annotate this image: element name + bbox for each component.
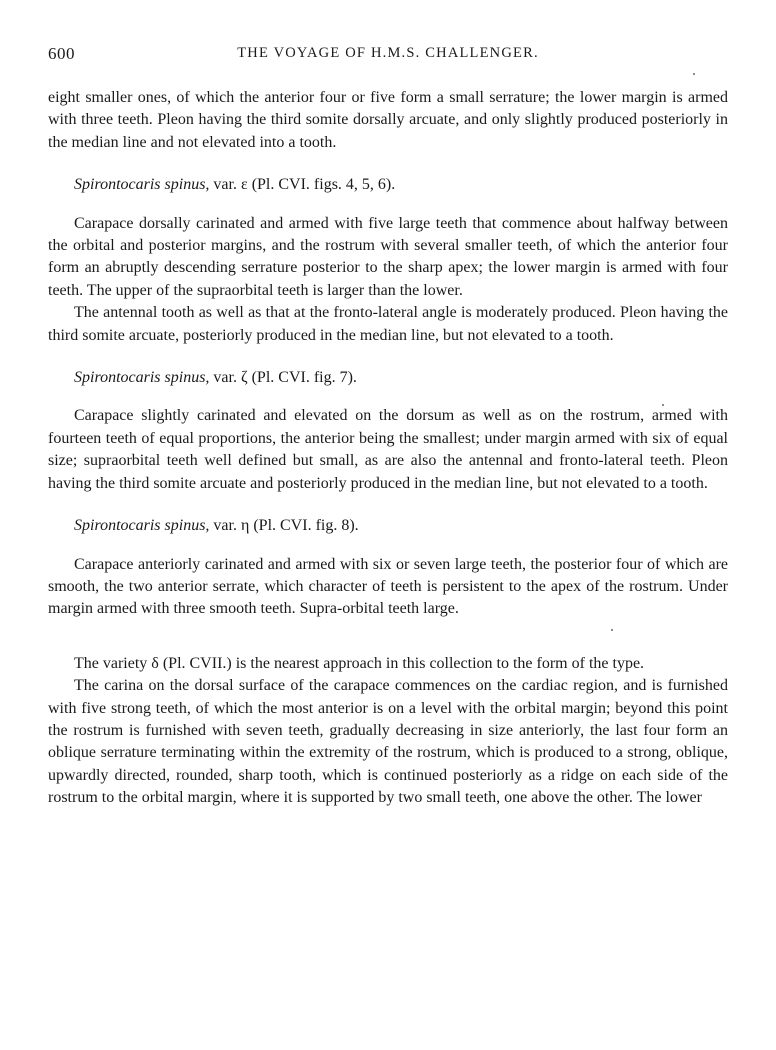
section-spacer <box>48 621 728 653</box>
intro-paragraph: eight smaller ones, of which the anterior four or five form a small serrature; the lower margin is armed with three teeth. Pleon having the third somite dorsally arcuate, and only slightly produced posteriorly in the median line and not elevated into a tooth. <box>48 89 728 151</box>
section-heading-var-epsilon <box>48 174 728 196</box>
running-head <box>48 44 728 68</box>
variety-label: var. ε (Pl. CVI. figs. 4, 5, 6). <box>213 176 396 194</box>
var-eta-paragraph-1: Carapace anteriorly carinated and armed with six or seven large teeth, the posterior four of which are smooth, the two anterior serrate, which character of teeth is persistent to the apex of the rostrum. Under margin armed with three smooth teeth. Supra-orbital teeth large. <box>48 555 728 618</box>
heading-spacer <box>48 389 728 405</box>
section-spacer <box>48 495 728 515</box>
section-spacer <box>48 347 728 367</box>
section-spacer <box>48 154 728 174</box>
var-zeta-paragraph-1: Carapace slightly carinated and elevated on the dorsum as well as on the rostrum, armed with fourteen teeth of equal proportions, the anterior being the smallest; under margin armed with six of equal size; supraorbital teeth well defined but small, as are also the antennal and fronto-lateral teeth. Pleon having the third somite arcuate and posteriorly produced in the median line, but not elevated to a tooth. <box>48 407 728 492</box>
variety-delta-paragraph-1: The variety δ (Pl. CVII.) is the nearest approach in this collection to the form of the type. <box>74 654 645 672</box>
variety-label: var. ζ (Pl. CVI. fig. 7). <box>213 369 357 387</box>
body-text <box>48 87 728 810</box>
heading-spacer <box>48 538 728 554</box>
heading-spacer <box>48 197 728 213</box>
var-epsilon-paragraph-1: Carapace dorsally carinated and armed with five large teeth that commence about halfway between the orbital and posterior margins, and the rostrum with several smaller teeth, of which the anterior four form an abruptly descending serrature posterior to the sharp apex; the lower margin is armed with four teeth. The upper of the supraorbital teeth is larger than the lower. <box>48 214 728 299</box>
scan-speck <box>693 73 695 75</box>
species-name: Spirontocaris spinus, <box>74 517 210 535</box>
species-name: Spirontocaris spinus, <box>74 176 210 194</box>
species-name: Spirontocaris spinus, <box>74 369 210 387</box>
var-epsilon-paragraph-2: The antennal tooth as well as that at the fronto-lateral angle is moderately produced. Pleon having the third somite arcuate, posteriorly produced in the median line, but not elevated to a tooth. <box>48 304 728 344</box>
scan-speck <box>611 629 613 631</box>
section-heading-var-zeta <box>48 367 728 389</box>
running-title: THE VOYAGE OF H.M.S. CHALLENGER. <box>237 45 539 61</box>
section-heading-var-eta <box>48 515 728 537</box>
page-number: 600 <box>48 44 75 63</box>
scan-speck <box>662 404 664 406</box>
variety-label: var. η (Pl. CVI. fig. 8). <box>213 517 359 535</box>
variety-delta-paragraph-2: The carina on the dorsal surface of the carapace commences on the cardiac region, and is furnished with five strong teeth, of which the most anterior is on a level with the orbital margin; beyond this point the rostrum is furnished with seven teeth, gradually decreasing in size anteriorly, the last four form an oblique serrature terminating within the extremity of the rostrum, which is produced to a strong, oblique, upwardly directed, rounded, sharp tooth, which is continued posteriorly as a ridge on each side of the rostrum to the orbital margin, where it is supported by two small teeth, one above the other. The lower <box>48 677 728 807</box>
